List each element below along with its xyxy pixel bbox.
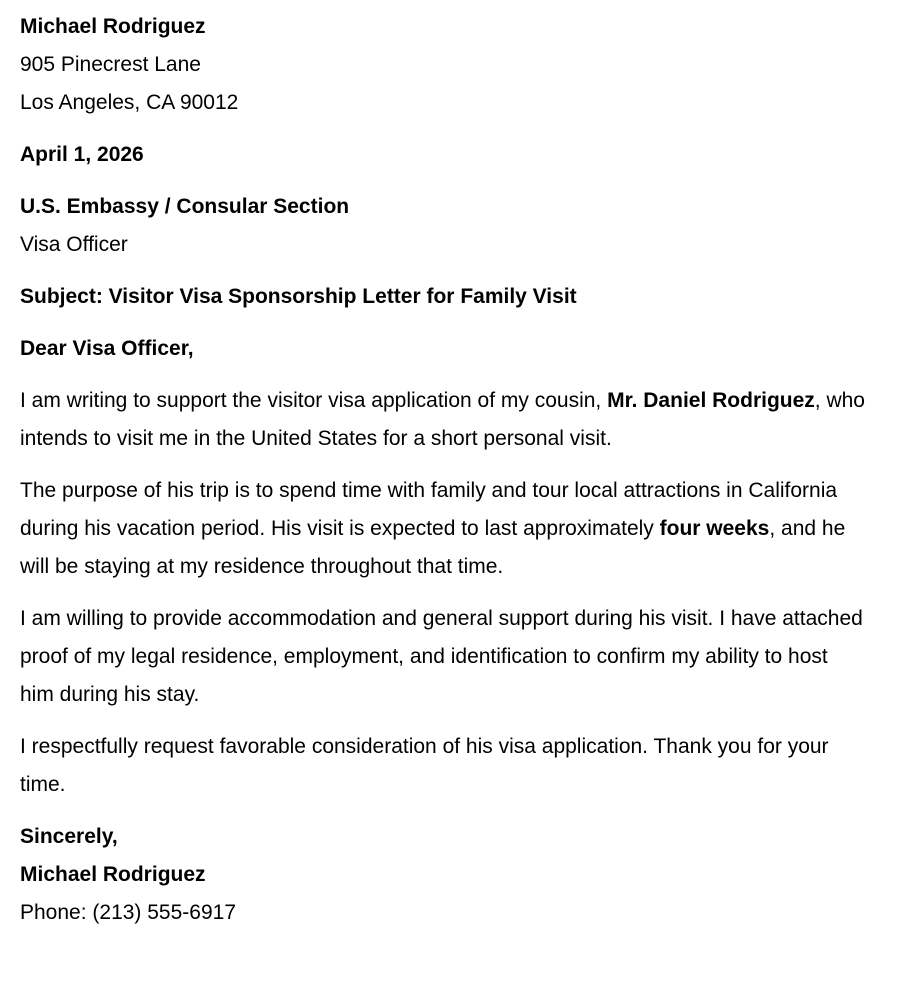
body-paragraph — [20, 600, 866, 714]
closing-block — [20, 818, 866, 932]
valediction: Sincerely, — [20, 825, 118, 848]
text-run: I respectfully request favorable consideration of his visa application. Thank you for your time. — [20, 735, 829, 796]
text-run: , and he will be staying at my residence throughout that time. — [20, 517, 846, 578]
body-paragraphs — [20, 382, 866, 804]
bold-text-run: Mr. Daniel Rodriguez — [607, 389, 815, 412]
recipient-organization: U.S. Embassy / Consular Section — [20, 195, 350, 218]
signature-name: Michael Rodriguez — [20, 863, 206, 886]
sender-address-line2: Los Angeles, CA 90012 — [20, 91, 239, 114]
body-paragraph — [20, 728, 866, 804]
text-run: I am writing to support the visitor visa application of my cousin, — [20, 389, 608, 412]
recipient-block — [20, 188, 866, 264]
salutation-block — [20, 330, 866, 368]
sender-name: Michael Rodriguez — [20, 15, 206, 38]
text-run: The purpose of his trip is to spend time with family and tour local attractions in California during his vacation period. His visit is expected to last approximately — [20, 479, 838, 540]
recipient-attention: Visa Officer — [20, 233, 128, 256]
letter-date: April 1, 2026 — [20, 143, 144, 166]
salutation: Dear Visa Officer, — [20, 337, 194, 360]
subject-line: Subject: Visitor Visa Sponsorship Letter for Family Visit — [20, 285, 577, 308]
text-run: , who intends to visit me in the United States for a short personal visit. — [20, 389, 865, 450]
text-run: I am willing to provide accommodation and general support during his visit. I have attached proof of my legal residence, employment, and identification to confirm my ability to host him during his stay. — [20, 607, 863, 706]
body-paragraph — [20, 472, 866, 586]
body-paragraph — [20, 382, 866, 458]
subject-block — [20, 278, 866, 316]
date-block — [20, 136, 866, 174]
signature-phone: Phone: (213) 555-6917 — [20, 901, 236, 924]
sender-address-line1: 905 Pinecrest Lane — [20, 53, 201, 76]
bold-text-run: four weeks — [659, 517, 770, 540]
sender-block — [20, 8, 866, 122]
